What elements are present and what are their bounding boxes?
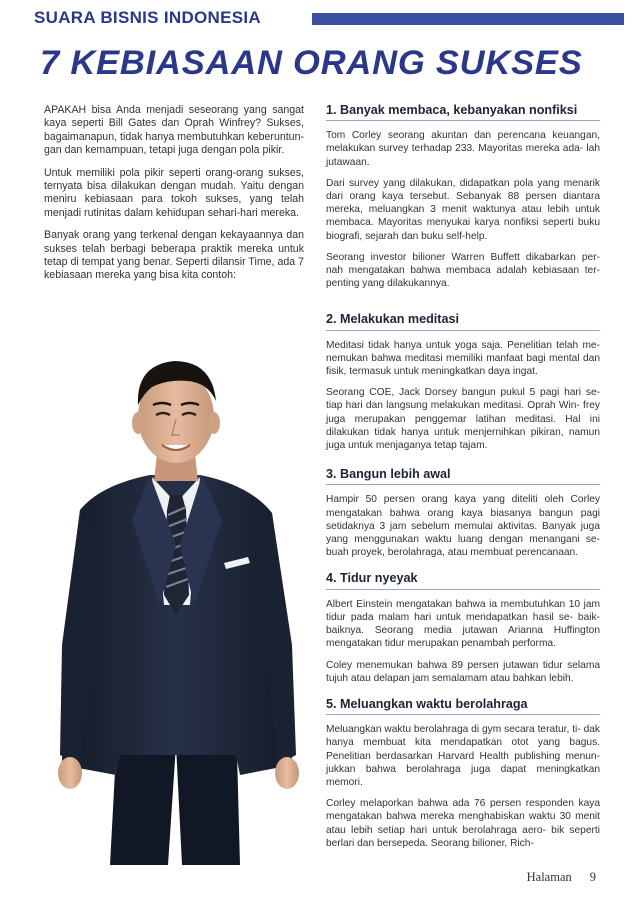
section-meditation <box>326 313 600 452</box>
section-paragraph: Seorang COE, Jack Dorsey bangun pukul 5 pagi hari se- tiap hari dan langsung melakukan meditasi. Oprah Win- frey juga merupakan penggemar latihan meditasi. Hal ini dilakukan tidak hanya untuk menjernihkan pikiran, namun juga untuk menjaganya tetap tajam. <box>326 387 600 452</box>
section-paragraph: Coley menemukan bahwa 89 persen jutawan tidur selama tujuh atau delapan jam semalamam atau bahkan lebih. <box>326 659 600 684</box>
intro-paragraph: Banyak orang yang terkenal dengan kekayaannya dan sukses telah berbagi beberapa praktik mereka untuk tetap di tempat yang benar. Seperti dilansir Time, ada 7 kebiasaan mereka yang bisa kita contoh: <box>44 229 304 282</box>
section-sleep <box>326 572 600 684</box>
header-bar <box>312 13 624 25</box>
section-title: 5. Meluangkan waktu berolahraga <box>326 698 600 715</box>
footer-label: Halaman <box>526 870 572 884</box>
section-title: 2. Melakukan meditasi <box>326 313 600 330</box>
section-reading <box>326 104 600 290</box>
section-title: 1. Banyak membaca, kebanyakan nonfiksi <box>326 104 600 121</box>
page-footer <box>527 870 596 885</box>
section-paragraph: Dari survey yang dilakukan, didapatkan pola yang menarik dari orang kaya tersebut. Sebanyak 88 persen diantara mereka, meluangkan 3 menit waktunya atau lebih untuk membaca. Mayoritas menyukai karya nonfiksi seperti buku biografi, sejarah dan buku self-help. <box>326 177 600 242</box>
section-paragraph: Meluangkan waktu berolahraga di gym secara teratur, ti- dak hanya membuat kita mendapatkan otot yang bagus. Penelitian berdasarkan Harvard Health publishing menun- jukkan bahwa berolahraga juga dapat meningkatkan memori. <box>326 724 600 788</box>
right-column <box>326 104 600 858</box>
page-number: 9 <box>589 870 596 884</box>
article-title: 7 KEBIASAAN ORANG SUKSES <box>40 44 583 82</box>
publication-name: SUARA BISNIS INDONESIA <box>34 8 261 27</box>
intro-column <box>44 104 304 292</box>
section-paragraph: Hampir 50 persen orang kaya yang diteliti oleh Corley mengatakan bahwa orang kaya biasanya bangun pagi setidaknya 3 jam sebelum memulai aktivitas. Banyak juga yang menggunakan waktu luang dengan menangani se- buah proyek, berolahraga, atau membuat perencanaan. <box>326 494 600 559</box>
section-paragraph: Albert Einstein mengatakan bahwa ia membutuhkan 10 jam tidur pada malam hari untuk mendapatkan hasil se- baik-baiknya. Seorang media jutawan Arianna Huffington mengatakan tidur merupakan penambah performa. <box>326 598 600 650</box>
intro-paragraph: APAKAH bisa Anda menjadi seseorang yang sangat kaya seperti Bill Gates dan Oprah Winfrey? Sukses, bagaimanapun, tidak hanya membutuhkan keberuntun- gan dan kemampuan, tetapi juga dengan pola pikir. <box>44 104 304 157</box>
section-paragraph: Corley melaporkan bahwa ada 76 persen responden kaya mengatakan bahwa mereka menghabiskan waktu 30 menit atau lebih setiap hari untuk berolahraga aero- bik seperti berlari dan bersepeda. Seorang bilioner, Rich- <box>326 798 600 849</box>
section-paragraph: Tom Corley seorang akuntan dan perencana keuangan, melakukan survey terhadap 233. Mayoritas mereka ada- lah jutawaan. <box>326 130 600 168</box>
section-wake-early <box>326 468 600 559</box>
section-title: 3. Bangun lebih awal <box>326 468 600 485</box>
section-paragraph: Meditasi tidak hanya untuk yoga saja. Penelitian telah me- nemukan bahwa meditasi memiliki manfaat bagi mental dan fisik, termasuk untuk meningkatkan daya ingat. <box>326 339 600 378</box>
section-exercise <box>326 698 600 850</box>
intro-paragraph: Untuk memiliki pola pikir seperti orang-orang sukses, ternyata bisa dilakukan dengan mudah. Yaitu dengan meniru kebiasaan para tokoh sukses, yang telah menjadi rutinitas dalam kehidupan sehari-hari mereka. <box>44 166 304 219</box>
businessman-photo <box>40 345 310 865</box>
section-title: 4. Tidur nyeyak <box>326 572 600 589</box>
section-paragraph: Seorang investor bilioner Warren Buffett dikabarkan per- nah mengatakan bahwa membaca adalah kebiasaan ter- penting yang dilakukannya. <box>326 251 600 290</box>
